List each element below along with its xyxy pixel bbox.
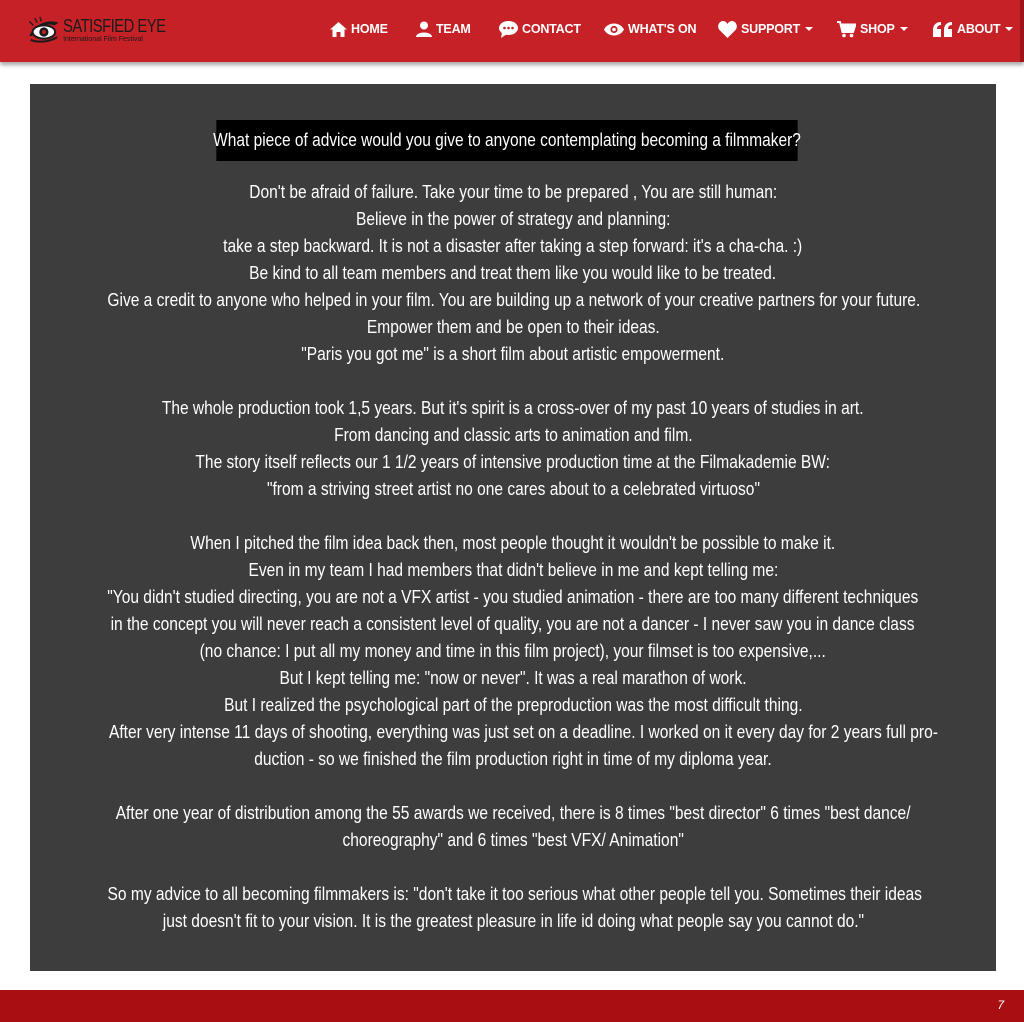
nav-contact[interactable] bbox=[499, 17, 581, 41]
nav-about[interactable] bbox=[933, 17, 1013, 41]
nav-team-label: TEAM bbox=[436, 22, 471, 36]
answer-line: Be kind to all team members and treat them like you would like to be treated. bbox=[249, 262, 777, 283]
main-nav bbox=[0, 0, 1024, 58]
cart-icon bbox=[837, 21, 856, 38]
page-number: 7 bbox=[997, 998, 1004, 1012]
heart-icon bbox=[718, 21, 737, 38]
paragraph-gap bbox=[30, 772, 996, 799]
answer-line: But I kept telling me: "now or never". It was a real marathon of work. bbox=[279, 667, 747, 688]
nav-shop-label: SHOP bbox=[860, 22, 895, 36]
paragraph-gap bbox=[30, 502, 996, 529]
quote-icon bbox=[933, 22, 953, 37]
answer-line: Empower them and be open to their ideas. bbox=[366, 316, 660, 337]
chevron-down-icon bbox=[1005, 27, 1013, 31]
nav-contact-label: CONTACT bbox=[522, 22, 581, 36]
chevron-down-icon bbox=[900, 27, 908, 31]
nav-about-label: ABOUT bbox=[957, 22, 1001, 36]
answer-line: Give a credit to anyone who helped in your film. You are building up a network of your creative partners for your future. bbox=[107, 289, 921, 310]
answer-line: Don't be afraid of failure. Take your time to be prepared , You are still human: bbox=[249, 181, 777, 202]
answer-line: choreography" and 6 times "best VFX/ Animation" bbox=[342, 829, 684, 850]
paragraph-gap bbox=[30, 367, 996, 394]
answer-line: After one year of distribution among the 55 awards we received, there is 8 times "best director" 6 times "best dance/ bbox=[115, 802, 911, 823]
top-navbar bbox=[0, 0, 1024, 62]
answer-line: When I pitched the film idea back then, most people thought it wouldn't be possible to make it. bbox=[190, 532, 836, 553]
nav-home-label: HOME bbox=[351, 22, 388, 36]
page-footer bbox=[0, 990, 1024, 1022]
answer-line: But I realized the psychological part of the preproduction was the most difficult thing. bbox=[223, 694, 803, 715]
interview-answer bbox=[30, 178, 996, 934]
answer-line: After very intense 11 days of shooting, everything was just set on a deadline. I worked on it every day for 2 years full pro- bbox=[108, 721, 938, 742]
answer-line: duction - so we finished the film production right in time of my diploma year. bbox=[254, 748, 772, 769]
answer-line: The whole production took 1,5 years. But it's spirit is a cross-over of my past 10 years of studies in art. bbox=[162, 397, 864, 418]
nav-whats-on-label: WHAT'S ON bbox=[628, 22, 697, 36]
paragraph-gap bbox=[30, 853, 996, 880]
answer-line: The story itself reflects our 1 1/2 years of intensive production time at the Filmakademie BW: bbox=[195, 451, 831, 472]
nav-shop[interactable] bbox=[837, 17, 908, 41]
answer-line: (no chance: I put all my money and time in this film project), your filmset is too expensive,... bbox=[199, 640, 827, 661]
user-icon bbox=[416, 21, 432, 37]
home-icon bbox=[330, 22, 347, 37]
answer-line: So my advice to all becoming filmmakers is: "don't take it too serious what other people tell you. Sometimes their ideas bbox=[107, 883, 922, 904]
answer-line: take a step backward. It is not a disaster after taking a step forward: it's a cha-cha. :) bbox=[223, 235, 803, 256]
answer-line: From dancing and classic arts to animation and film. bbox=[333, 424, 693, 445]
answer-line: Even in my team I had members that didn't believe in me and kept telling me: bbox=[248, 559, 778, 580]
interview-question: What piece of advice would you give to anyone contemplating becoming a filmmaker? bbox=[216, 120, 797, 161]
chevron-down-icon bbox=[805, 27, 813, 31]
content-panel bbox=[30, 84, 996, 971]
logo-subtitle: International Film Festival bbox=[63, 35, 143, 43]
answer-line: just doesn't fit to your vision. It is the greatest pleasure in life id doing what people say you cannot do." bbox=[162, 910, 864, 931]
nav-support[interactable] bbox=[718, 17, 813, 41]
nav-team[interactable] bbox=[416, 17, 471, 41]
nav-home[interactable] bbox=[330, 17, 388, 41]
answer-line: in the concept you will never reach a consistent level of quality, you are not a dancer - I never saw you in dance class bbox=[111, 613, 915, 634]
nav-support-label: SUPPORT bbox=[741, 22, 801, 36]
answer-line: "Paris you got me" is a short film about artistic empowerment. bbox=[301, 343, 725, 364]
answer-line: "You didn't studied directing, you are not a VFX artist - you studied animation - there are too many different techniques bbox=[107, 586, 919, 607]
answer-line: "from a striving street artist no one cares about to a celebrated virtuoso" bbox=[266, 478, 760, 499]
answer-line: Believe in the power of strategy and planning: bbox=[355, 208, 671, 229]
logo-title: SATISFIED EYE bbox=[63, 15, 166, 36]
chat-icon bbox=[499, 21, 518, 38]
eye-icon bbox=[604, 23, 624, 36]
nav-whats-on[interactable] bbox=[604, 17, 696, 41]
